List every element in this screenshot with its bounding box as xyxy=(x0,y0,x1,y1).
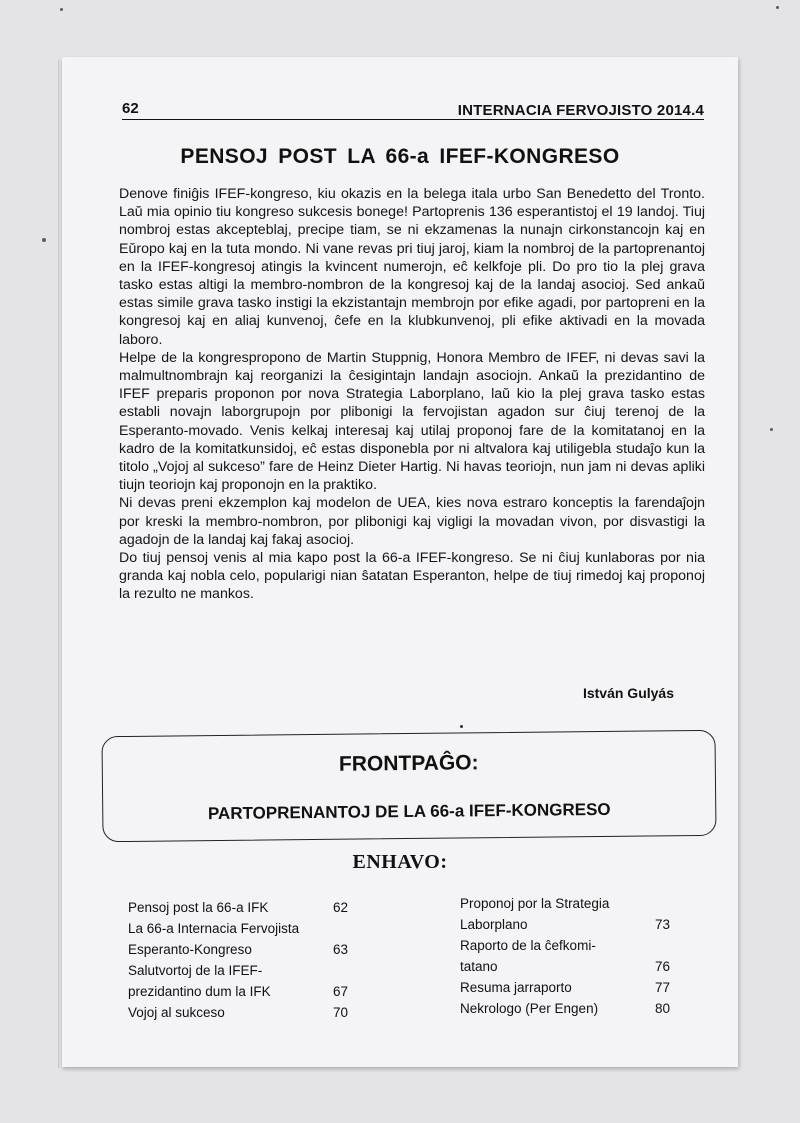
toc-entry xyxy=(128,1002,348,1023)
toc-entry-page: 77 xyxy=(654,980,670,995)
toc-entry xyxy=(460,914,670,935)
background-speck xyxy=(42,238,46,242)
frontpage-title: FRONTPAĜO: xyxy=(338,751,479,776)
toc-entry-page: 62 xyxy=(332,900,348,915)
toc-entry xyxy=(460,935,670,956)
toc-entry-page: 73 xyxy=(654,917,670,932)
toc-entry-title: Nekrologo (Per Engen) xyxy=(460,1001,599,1016)
stray-dot xyxy=(460,725,463,728)
page-number: 62 xyxy=(122,100,139,117)
toc-entry-title: La 66-a Internacia Fervojista xyxy=(128,921,300,936)
page-header xyxy=(122,95,704,120)
toc-entry-title: Vojoj al sukceso xyxy=(128,1005,225,1020)
toc-entry-title: tatano xyxy=(460,959,498,974)
toc-entry-page: 70 xyxy=(332,1005,348,1020)
frontpage-subtitle: PARTOPRENANTOJ DE LA 66-a IFEF-KONGRESO xyxy=(207,799,611,824)
article-paragraph: Ni devas preni ekzemplon kaj modelon de UEA, kies nova estraro konceptis la farendaĵojn por kreski la membro-nombron, por plibonigi kaj vigligi la movadan vivon, por disvastigi la agadojn de la landaj kaj fakaj asocioj. xyxy=(119,495,705,548)
background-speck xyxy=(770,428,773,431)
toc-entry xyxy=(128,960,348,981)
article-paragraph: Do tiuj pensoj venis al mia kapo post la 66-a IFEF-kongreso. Se ni ĉiuj kunlaboras por nia granda kaj nobla celo, popularigi nian ŝatatan Esperanton, helpe de tiuj rimedoj kaj proponoj la rezulto ne mankos. xyxy=(119,550,705,603)
toc-entry xyxy=(128,897,348,918)
toc-entry-title: Pensoj post la 66-a IFK xyxy=(128,900,269,915)
toc-entry xyxy=(460,977,670,998)
toc-entry-page: 80 xyxy=(654,1001,670,1016)
article-paragraph: Denove finiĝis IFEF-kongreso, kiu okazis en la belega itala urbo San Benedetto del Tronto. Laŭ mia opinio tiu kongreso sukcesis bonege! Partoprenis 136 esperantistoj el 19 landoj. Tiuj nombroj estas akcepteblaj, precipe tiam, se ni ekzamenas la nunajn cirkonstancojn kaj en Eŭropo kaj en la tuta mondo. Ni vane revas pri tiuj jaroj, kiam la nombroj de la partoprenantoj en la IFEF-kongresoj atingis la kvincent numerojn, eĉ kelkfoje pli. Do pro tio la plej grava tasko estas altigi la membro-nombron de la kongresoj kaj de la landaj asocioj. Sed ankaŭ estas simile grava tasko instigi la ekzistantajn membrojn por efike agadi, por partopreni en la kongresoj kaj en aliaj kunvenoj, ĉefe en la klubkunvenoj, pli efike aktivadi en la movada laboro. xyxy=(119,186,705,348)
background-speck xyxy=(60,8,63,11)
toc-entry xyxy=(460,998,670,1019)
toc-entry xyxy=(460,893,670,914)
document-page xyxy=(62,57,738,1067)
toc-entry xyxy=(128,939,348,960)
frontpage-box xyxy=(101,730,716,842)
toc-entry xyxy=(128,981,348,1002)
toc-entry-title: Esperanto-Kongreso xyxy=(128,942,252,957)
article-paragraph: Helpe de la kongrespropono de Martin Stuppnig, Honora Membro de IFEF, ni devas savi la malmultnombrajn kaj reorganizi la ĉesigintajn landajn asociojn. Ankaŭ la prezidantino de IFEF preparis proponon por nova Strategia Laborplano, laŭ kio la plej grava tasko estas establi novajn laborgrupojn por plibonigi la fervojistan agadon sur ĉiuj terenoj de la Esperanto-movado. Venis kelkaj interesaj kaj utilaj proponoj fare de la komitatanoj en la kadro de la komitatkunsidoj, eĉ estas disponebla por ni altvalora kaj utiligebla studaĵo kun la titolo „Vojoj al sukceso” fare de Heinz Dieter Hartig. Ni havas teoriojn, nun jam ni devas apliki tiujn teoriojn kaj proponojn en la praktiko. xyxy=(119,349,705,494)
contents-heading: ENHAVO: xyxy=(352,851,448,873)
toc-entry-page: 76 xyxy=(654,959,670,974)
toc-entry-title: prezidantino dum la IFK xyxy=(128,984,271,999)
toc-entry-title: Laborplano xyxy=(460,917,528,932)
toc-entry xyxy=(128,918,348,939)
article-body xyxy=(119,185,705,604)
toc-entry-title: Salutvortoj de la IFEF- xyxy=(128,963,263,978)
contents-right-column xyxy=(460,893,670,1019)
article-author: István Gulyás xyxy=(582,685,674,701)
toc-entry-title: Raporto de la ĉefkomi- xyxy=(460,938,596,953)
toc-entry-page: 67 xyxy=(332,984,348,999)
toc-entry-title: Proponoj por la Strategia xyxy=(460,896,610,911)
toc-entry xyxy=(460,956,670,977)
article-title: PENSOJ POST LA 66-a IFEF-KONGRESO xyxy=(180,145,620,168)
contents-left-column xyxy=(128,897,348,1023)
journal-name: INTERNACIA FERVOJISTO 2014.4 xyxy=(457,102,704,119)
toc-entry-page: 63 xyxy=(332,942,348,957)
background-speck xyxy=(776,6,779,9)
toc-entry-title: Resuma jarraporto xyxy=(460,980,572,995)
